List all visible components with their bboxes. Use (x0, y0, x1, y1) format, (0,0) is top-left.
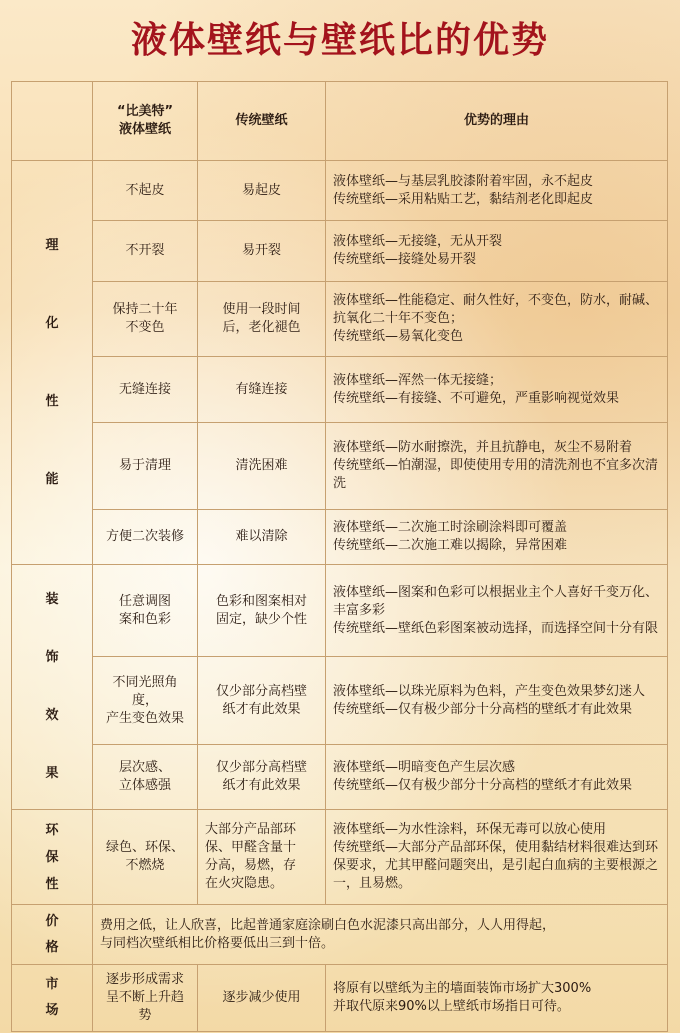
table-row (12, 510, 668, 565)
reason-cell: 液体壁纸—防水耐擦洗，并且抗静电，灰尘不易附着 传统壁纸—怕潮湿，即使使用专用的清洗剂也不宜多次清洗 (326, 423, 668, 510)
liquid-cell: 层次感、 立体感强 (93, 745, 198, 810)
table-row (12, 657, 668, 745)
header-row (12, 82, 668, 161)
reason-cell: 液体壁纸—与基层乳胶漆附着牢固，永不起皮 传统壁纸—采用粘贴工艺，黏结剂老化即起皮 (326, 161, 668, 221)
header-reason: 优势的理由 (326, 82, 668, 161)
reason-cell: 将原有以壁纸为主的墙面装饰市场扩大300% 并取代原来90%以上壁纸市场指日可待。 (326, 965, 668, 1032)
liquid-cell: 绿色、环保、 不燃烧 (93, 810, 198, 905)
table-row (12, 161, 668, 221)
table-row (12, 282, 668, 357)
header-liquid: “比美特” 液体壁纸 (93, 82, 198, 161)
comparison-table (11, 81, 668, 1032)
category-eco: 环 保 性 (12, 810, 93, 905)
table-row (12, 423, 668, 510)
page-title: 液体壁纸与壁纸比的优势 (130, 19, 549, 61)
reason-cell: 液体壁纸—无接缝，无从开裂 传统壁纸—接缝处易开裂 (326, 221, 668, 282)
table-row-market (12, 965, 668, 1032)
traditional-cell: 逐步减少使用 (198, 965, 326, 1032)
traditional-cell: 清洗困难 (198, 423, 326, 510)
category-decor: 装 饰 效 果 (12, 565, 93, 810)
table-row (12, 357, 668, 423)
liquid-cell: 不起皮 (93, 161, 198, 221)
category-price: 价 格 (12, 905, 93, 965)
reason-cell: 液体壁纸—图案和色彩可以根据业主个人喜好千变万化、丰富多彩 传统壁纸—壁纸色彩图案被动选择，而选择空间十分有限 (326, 565, 668, 657)
traditional-cell: 有缝连接 (198, 357, 326, 423)
traditional-cell: 仅少部分高档壁 纸才有此效果 (198, 657, 326, 745)
header-traditional: 传统壁纸 (198, 82, 326, 161)
header-corner (12, 82, 93, 161)
traditional-cell: 使用一段时间 后，老化褪色 (198, 282, 326, 357)
liquid-cell: 不同光照角度， 产生变色效果 (93, 657, 198, 745)
liquid-cell: 任意调图 案和色彩 (93, 565, 198, 657)
price-cell: 费用之低，让人欣喜，比起普通家庭涂刷白色水泥漆只高出部分，人人用得起， 与同档次壁纸相比价格要低出三到十倍。 (93, 905, 668, 965)
liquid-cell: 不开裂 (93, 221, 198, 282)
traditional-cell: 易起皮 (198, 161, 326, 221)
reason-cell: 液体壁纸—二次施工时涂刷涂料即可覆盖 传统壁纸—二次施工难以揭除，异常困难 (326, 510, 668, 565)
liquid-cell: 保持二十年 不变色 (93, 282, 198, 357)
traditional-cell: 色彩和图案相对 固定，缺少个性 (198, 565, 326, 657)
table-row-price (12, 905, 668, 965)
reason-cell: 液体壁纸—以珠光原料为色料，产生变色效果梦幻迷人 传统壁纸—仅有极少部分十分高档的壁纸才有此效果 (326, 657, 668, 745)
liquid-cell: 逐步形成需求 呈不断上升趋 势 (93, 965, 198, 1032)
reason-cell: 液体壁纸—明暗变色产生层次感 传统壁纸—仅有极少部分十分高档的壁纸才有此效果 (326, 745, 668, 810)
liquid-cell: 方便二次装修 (93, 510, 198, 565)
reason-cell: 液体壁纸—为水性涂料，环保无毒可以放心使用 传统壁纸—大部分产品部环保，使用黏结材料很难达到环保要求，尤其甲醛问题突出，是引起白血病的主要根源之一，且易燃。 (326, 810, 668, 905)
reason-cell: 液体壁纸—性能稳定、耐久性好，不变色，防水，耐碱、抗氧化二十年不变色； 传统壁纸—易氧化变色 (326, 282, 668, 357)
reason-cell: 液体壁纸—浑然一体无接缝； 传统壁纸—有接缝、不可避免，严重影响视觉效果 (326, 357, 668, 423)
table-row (12, 810, 668, 905)
category-physical: 理 化 性 能 (12, 161, 93, 565)
table-row (12, 565, 668, 657)
table-row (12, 221, 668, 282)
traditional-cell: 大部分产品部环 保、甲醛含量十 分高，易燃，存 在火灾隐患。 (198, 810, 326, 905)
liquid-cell: 无缝连接 (93, 357, 198, 423)
traditional-cell: 难以清除 (198, 510, 326, 565)
traditional-cell: 易开裂 (198, 221, 326, 282)
table-row (12, 745, 668, 810)
traditional-cell: 仅少部分高档壁 纸才有此效果 (198, 745, 326, 810)
category-market: 市 场 (12, 965, 93, 1032)
liquid-cell: 易于清理 (93, 423, 198, 510)
